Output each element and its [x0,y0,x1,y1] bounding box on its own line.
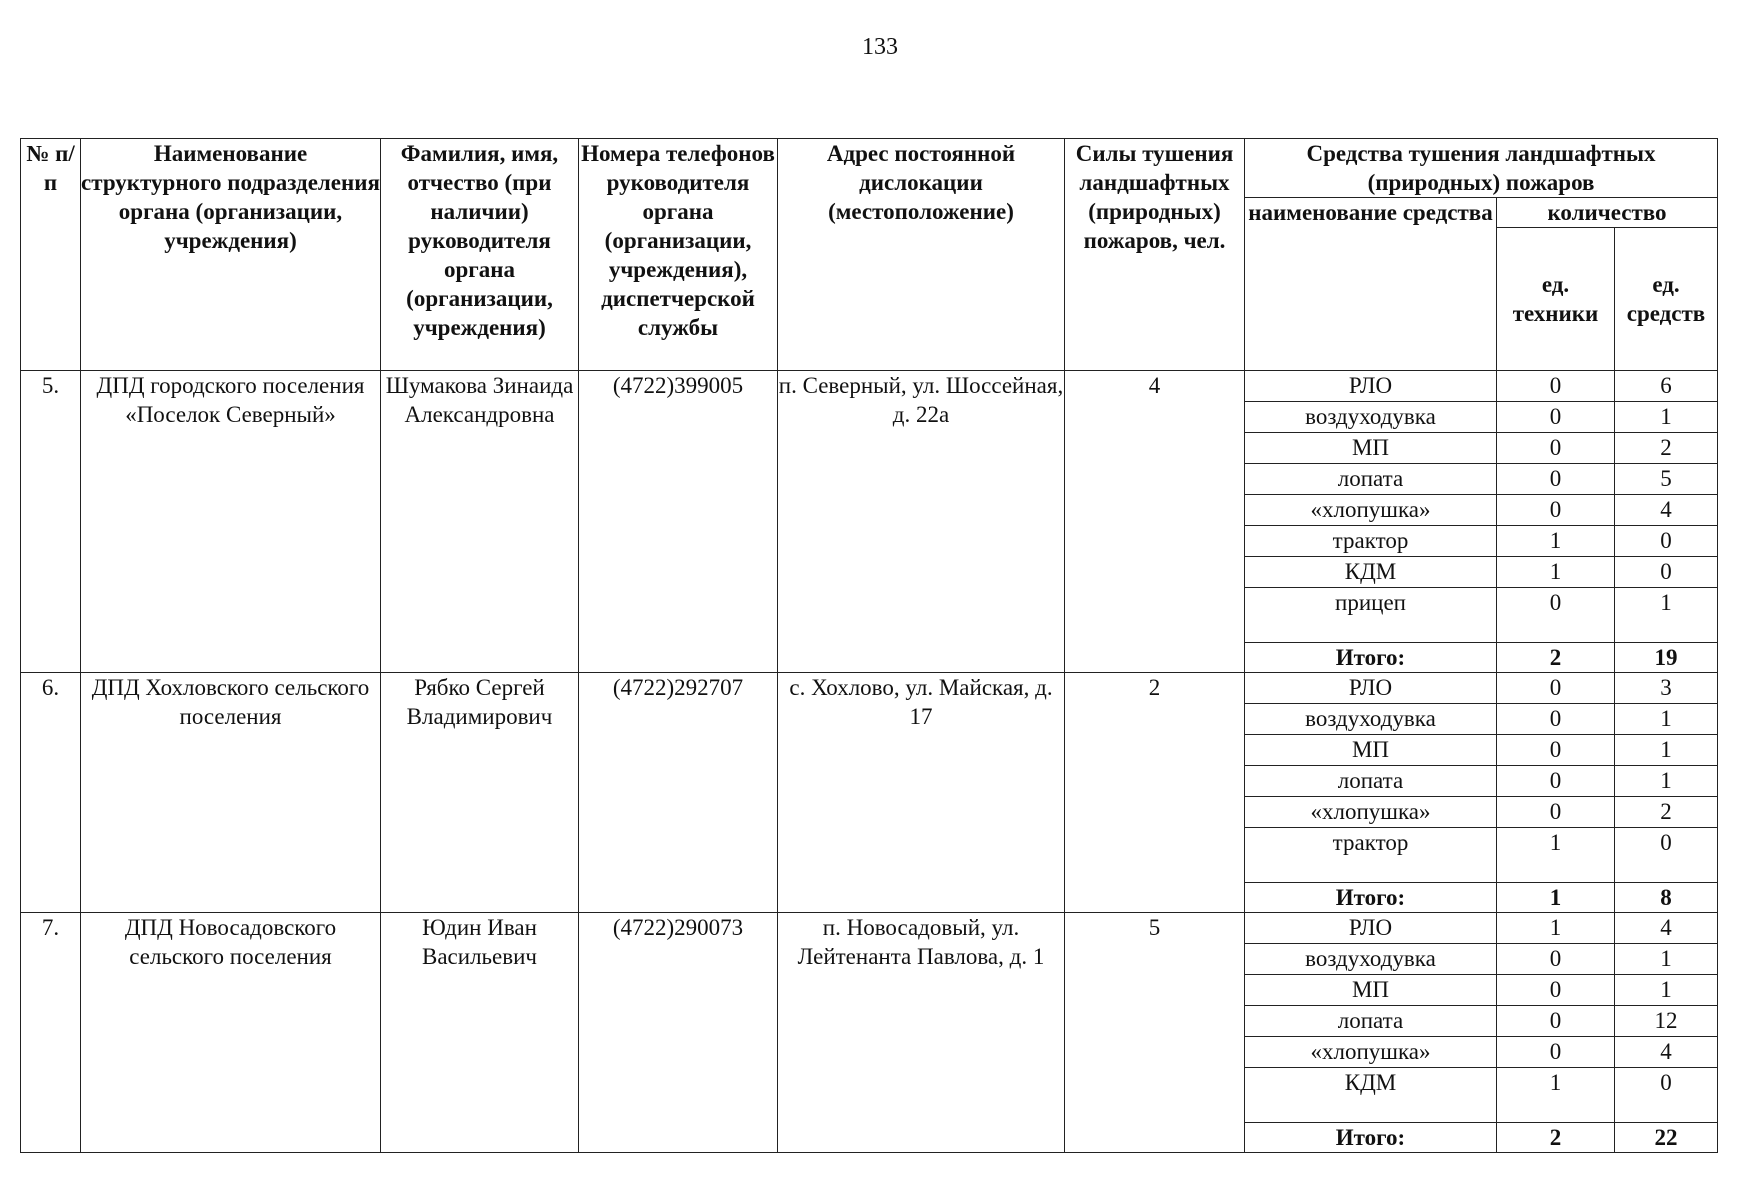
total-label: Итого: [1245,643,1497,673]
record-address: п. Северный, ул. Шоссейная, д. 22а [778,371,1065,673]
item-name: прицеп [1245,588,1497,643]
item-name: РЛО [1245,673,1497,704]
item-equipment: 0 [1497,673,1615,704]
item-means: 2 [1615,433,1718,464]
record-forces: 2 [1065,673,1245,913]
item-equipment: 1 [1497,828,1615,883]
record-head: Шумакова Зинаида Александровна [381,371,579,673]
record-address: с. Хохлово, ул. Майская, д. 17 [778,673,1065,913]
item-equipment: 0 [1497,1006,1615,1037]
header-head: Фамилия, имя, отчество (при наличии) руководителя органа (организации, учреждения) [381,139,579,371]
record-phone: (4722)292707 [579,673,778,913]
item-equipment: 0 [1497,975,1615,1006]
item-equipment: 1 [1497,557,1615,588]
item-equipment: 0 [1497,495,1615,526]
item-name: воздуходувка [1245,402,1497,433]
fire-resources-table [20,138,1718,1153]
header-units-means: ед. средств [1615,228,1718,371]
total-means: 19 [1615,643,1718,673]
item-means: 4 [1615,1037,1718,1068]
table-header [21,139,1718,371]
item-equipment: 0 [1497,944,1615,975]
item-means: 1 [1615,766,1718,797]
item-means: 1 [1615,975,1718,1006]
item-equipment: 0 [1497,1037,1615,1068]
item-name: МП [1245,975,1497,1006]
record-group [21,371,1718,673]
item-means: 1 [1615,735,1718,766]
item-means: 1 [1615,704,1718,735]
item-name: МП [1245,433,1497,464]
total-equipment: 1 [1497,883,1615,913]
item-name: «хлопушка» [1245,495,1497,526]
record-num: 7. [21,913,81,1153]
item-means: 0 [1615,557,1718,588]
record-org: ДПД Хохловского сельского поселения [81,673,381,913]
item-name: воздуходувка [1245,704,1497,735]
record-num: 6. [21,673,81,913]
record-forces: 4 [1065,371,1245,673]
record-address: п. Новосадовый, ул. Лейтенанта Павлова, д. 1 [778,913,1065,1153]
record-org: ДПД Новосадовского сельского поселения [81,913,381,1153]
header-means: Средства тушения ландшафтных (природных) пожаров [1245,139,1718,198]
item-means: 3 [1615,673,1718,704]
record-head: Юдин Иван Васильевич [381,913,579,1153]
header-quantity: количество [1497,198,1718,228]
item-name: КДМ [1245,1068,1497,1123]
item-name: трактор [1245,526,1497,557]
item-name: МП [1245,735,1497,766]
item-means: 0 [1615,526,1718,557]
item-means: 1 [1615,588,1718,643]
header-units-equipment: ед. техники [1497,228,1615,371]
item-means: 4 [1615,495,1718,526]
item-equipment: 1 [1497,526,1615,557]
item-equipment: 0 [1497,797,1615,828]
item-equipment: 0 [1497,402,1615,433]
item-means: 6 [1615,371,1718,402]
item-name: лопата [1245,1006,1497,1037]
total-label: Итого: [1245,1123,1497,1153]
page-number: 133 [862,34,898,60]
item-equipment: 0 [1497,588,1615,643]
item-equipment: 0 [1497,464,1615,495]
item-name: воздуходувка [1245,944,1497,975]
header-forces: Силы тушения ландшафтных (природных) пожаров, чел. [1065,139,1245,371]
total-means: 22 [1615,1123,1718,1153]
item-equipment: 0 [1497,735,1615,766]
item-means: 2 [1615,797,1718,828]
record-phone: (4722)399005 [579,371,778,673]
item-means: 12 [1615,1006,1718,1037]
item-equipment: 0 [1497,704,1615,735]
record-group [21,913,1718,1153]
item-equipment: 0 [1497,433,1615,464]
item-name: трактор [1245,828,1497,883]
header-phone: Номера телефонов руководителя органа (организации, учреждения), диспетчерской службы [579,139,778,371]
item-name: КДМ [1245,557,1497,588]
header-org: Наименование структурного подразделения органа (организации, учреждения) [81,139,381,371]
item-means: 1 [1615,402,1718,433]
header-address: Адрес постоянной дислокации (местоположение) [778,139,1065,371]
record-forces: 5 [1065,913,1245,1153]
header-means-name: наименование средства [1245,198,1497,371]
item-name: лопата [1245,766,1497,797]
item-name: «хлопушка» [1245,1037,1497,1068]
total-equipment: 2 [1497,643,1615,673]
item-means: 0 [1615,828,1718,883]
record-num: 5. [21,371,81,673]
total-equipment: 2 [1497,1123,1615,1153]
item-name: «хлопушка» [1245,797,1497,828]
item-means: 0 [1615,1068,1718,1123]
header-num: № п/п [21,139,81,371]
item-equipment: 0 [1497,371,1615,402]
item-means: 4 [1615,913,1718,944]
item-name: РЛО [1245,371,1497,402]
item-name: лопата [1245,464,1497,495]
total-means: 8 [1615,883,1718,913]
item-name: РЛО [1245,913,1497,944]
item-means: 5 [1615,464,1718,495]
total-label: Итого: [1245,883,1497,913]
item-means: 1 [1615,944,1718,975]
item-equipment: 0 [1497,766,1615,797]
item-equipment: 1 [1497,913,1615,944]
record-org: ДПД городского поселения «Поселок Северный» [81,371,381,673]
record-head: Рябко Сергей Владимирович [381,673,579,913]
record-phone: (4722)290073 [579,913,778,1153]
item-equipment: 1 [1497,1068,1615,1123]
record-group [21,673,1718,913]
